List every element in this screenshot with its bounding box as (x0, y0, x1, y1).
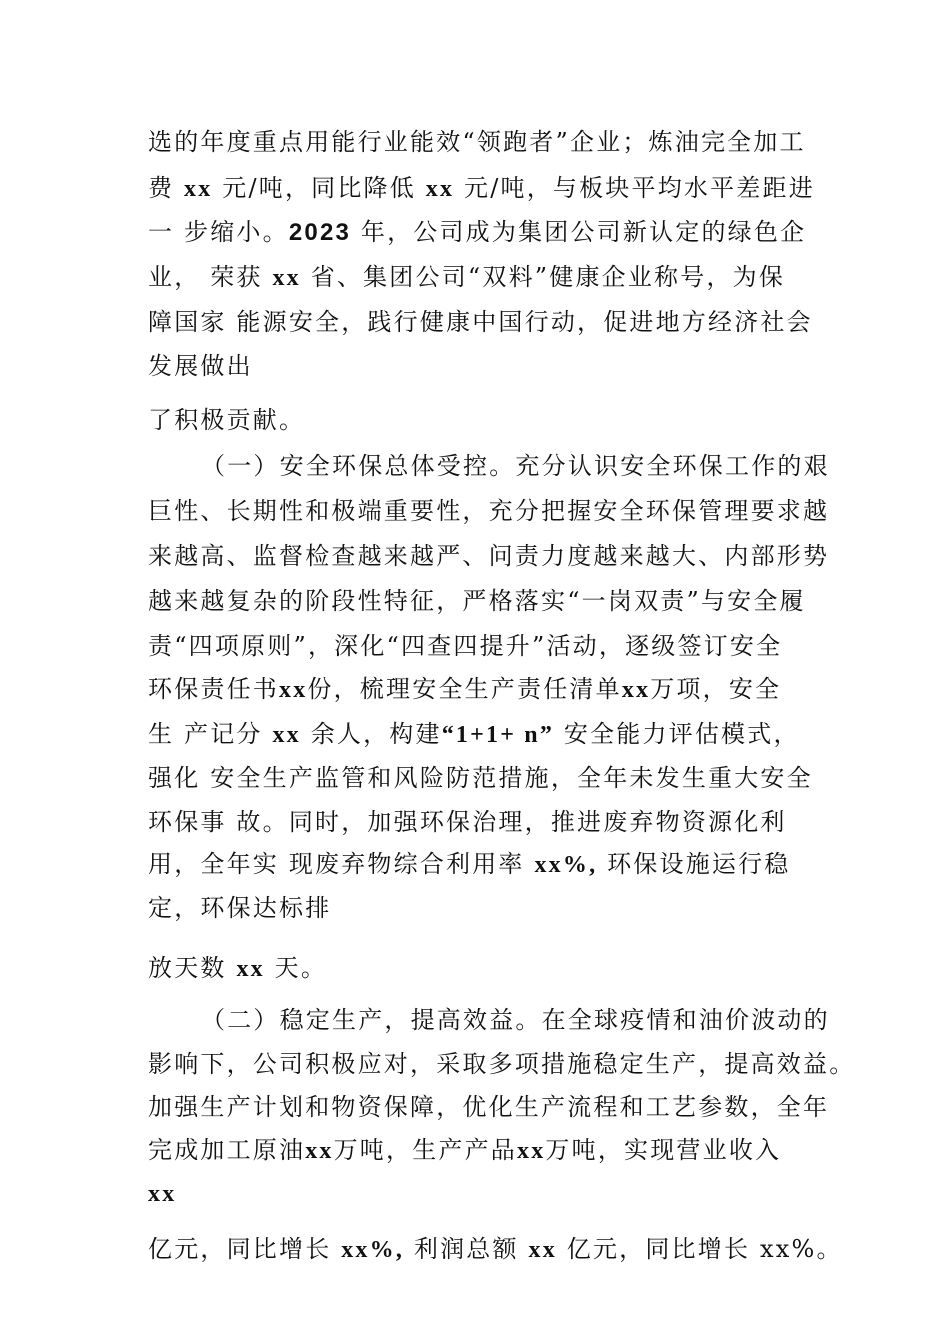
text-run: 环保事 故。同时，加强环保治理，推进废弃物资源化利 (148, 808, 787, 836)
text-run: 定，环保达标排 (148, 894, 332, 922)
text-run: 年，公司成为集团公司新认定的绿色企 (351, 218, 807, 246)
text-run: 了积极贡献。 (148, 406, 306, 434)
text-run: 安全能力评估模式， (554, 720, 800, 748)
placeholder-value: xx (425, 176, 455, 202)
placeholder-value: xx (184, 176, 213, 202)
placeholder-value: xx (279, 677, 308, 703)
text-line (148, 585, 806, 617)
text-line (201, 450, 830, 482)
text-line (148, 126, 806, 158)
placeholder-value: xx%, (341, 1237, 405, 1263)
placeholder-value: xx (621, 677, 651, 703)
text-line (148, 673, 781, 706)
text-line (148, 806, 787, 838)
text-line (148, 762, 813, 794)
text-line (148, 261, 785, 294)
text-line (148, 892, 331, 924)
text-run: 业， 荣获 (148, 263, 273, 291)
text-run: 元/吨，与板块平均水平差距进 (454, 174, 815, 202)
text-line (148, 718, 800, 751)
placeholder-value: xx (272, 265, 301, 291)
model-name: “1+1+ n” (441, 722, 555, 748)
text-run: （一）安全环保总体受控。充分认识安全环保工作的艰 (201, 452, 830, 480)
text-run: 越来越复杂的阶段性特征，严格落实“一岗双责”与安全履 (148, 587, 806, 615)
text-run: 来越高、监督检查越来越严、问责力度越来越大、内部形势 (148, 542, 830, 570)
placeholder-value: xx%, (534, 852, 598, 878)
text-run: 元/吨，同比降低 (212, 174, 426, 202)
text-line (148, 1134, 781, 1167)
text-line (148, 404, 305, 436)
text-line (148, 1091, 829, 1123)
text-line (148, 216, 806, 249)
text-run: 万项，安全 (650, 675, 782, 703)
text-run: 环保责任书 (148, 675, 279, 703)
text-run: 亿元，同比增长 (148, 1235, 342, 1263)
text-run: 选的年度重点用能行业能效“领跑者”企业；炼油完全加工 (148, 128, 806, 156)
text-run: （二）稳定生产，提高效益。在全球疫情和油价波动的 (201, 1006, 830, 1034)
text-run: 用，全年实 现废弃物综合利用率 (148, 850, 535, 878)
text-run: 环保设施运行稳 (597, 850, 791, 878)
text-run: 生 产记分 (148, 720, 273, 748)
text-line (148, 1177, 176, 1210)
text-run: 利润总额 (404, 1235, 529, 1263)
text-run: 障国家 能源安全，践行健康中国行动，促进地方经济社会 (148, 308, 813, 336)
text-run: 万吨，实现营业收入 (545, 1136, 782, 1164)
placeholder-value: xx (148, 1181, 177, 1207)
text-line (148, 1048, 855, 1080)
placeholder-value: xx (236, 956, 265, 982)
text-line (148, 630, 782, 662)
text-run: 加强生产计划和物资保障，优化生产流程和工艺参数，全年 (148, 1093, 830, 1121)
placeholder-value: xx (517, 1138, 546, 1164)
text-run: 省、集团公司“双料”健康企业称号，为保 (300, 263, 786, 291)
text-line (148, 495, 829, 527)
text-line (148, 172, 815, 205)
text-line (148, 540, 829, 572)
text-run: 天。 (264, 954, 328, 982)
placeholder-value: xx (528, 1237, 557, 1263)
placeholder-value: xx (272, 722, 301, 748)
text-run: 巨性、长期性和极端重要性，充分把握安全环保管理要求越 (148, 497, 830, 525)
text-run: 万吨，生产产品 (333, 1136, 518, 1164)
text-run: 强化 安全生产监管和风险防范措施，全年未发生重大安全 (148, 764, 813, 792)
text-line (148, 350, 253, 382)
text-run: 亿元，同比增长 xx%。 (556, 1235, 843, 1263)
text-line (148, 952, 327, 985)
year-value: 2023 (288, 219, 352, 246)
text-line (148, 1233, 843, 1266)
text-run: 发展做出 (148, 352, 253, 380)
text-run: 责“四项原则”，深化“四查四提升”活动，逐级签订安全 (148, 632, 783, 660)
text-run: 份，梳理安全生产责任清单 (307, 675, 622, 703)
text-line (148, 848, 791, 881)
text-line (148, 306, 813, 338)
text-run: 完成加工原油 (148, 1136, 306, 1164)
text-run: 余人，构建 (300, 720, 442, 748)
text-run: 放天数 (148, 954, 237, 982)
text-line (201, 1004, 830, 1036)
text-run: 一 步缩小。 (148, 218, 289, 246)
placeholder-value: xx (305, 1138, 334, 1164)
text-run: 影响下，公司积极应对，采取多项措施稳定生产，提高效益。 (148, 1050, 856, 1078)
text-run: 费 (148, 174, 185, 202)
